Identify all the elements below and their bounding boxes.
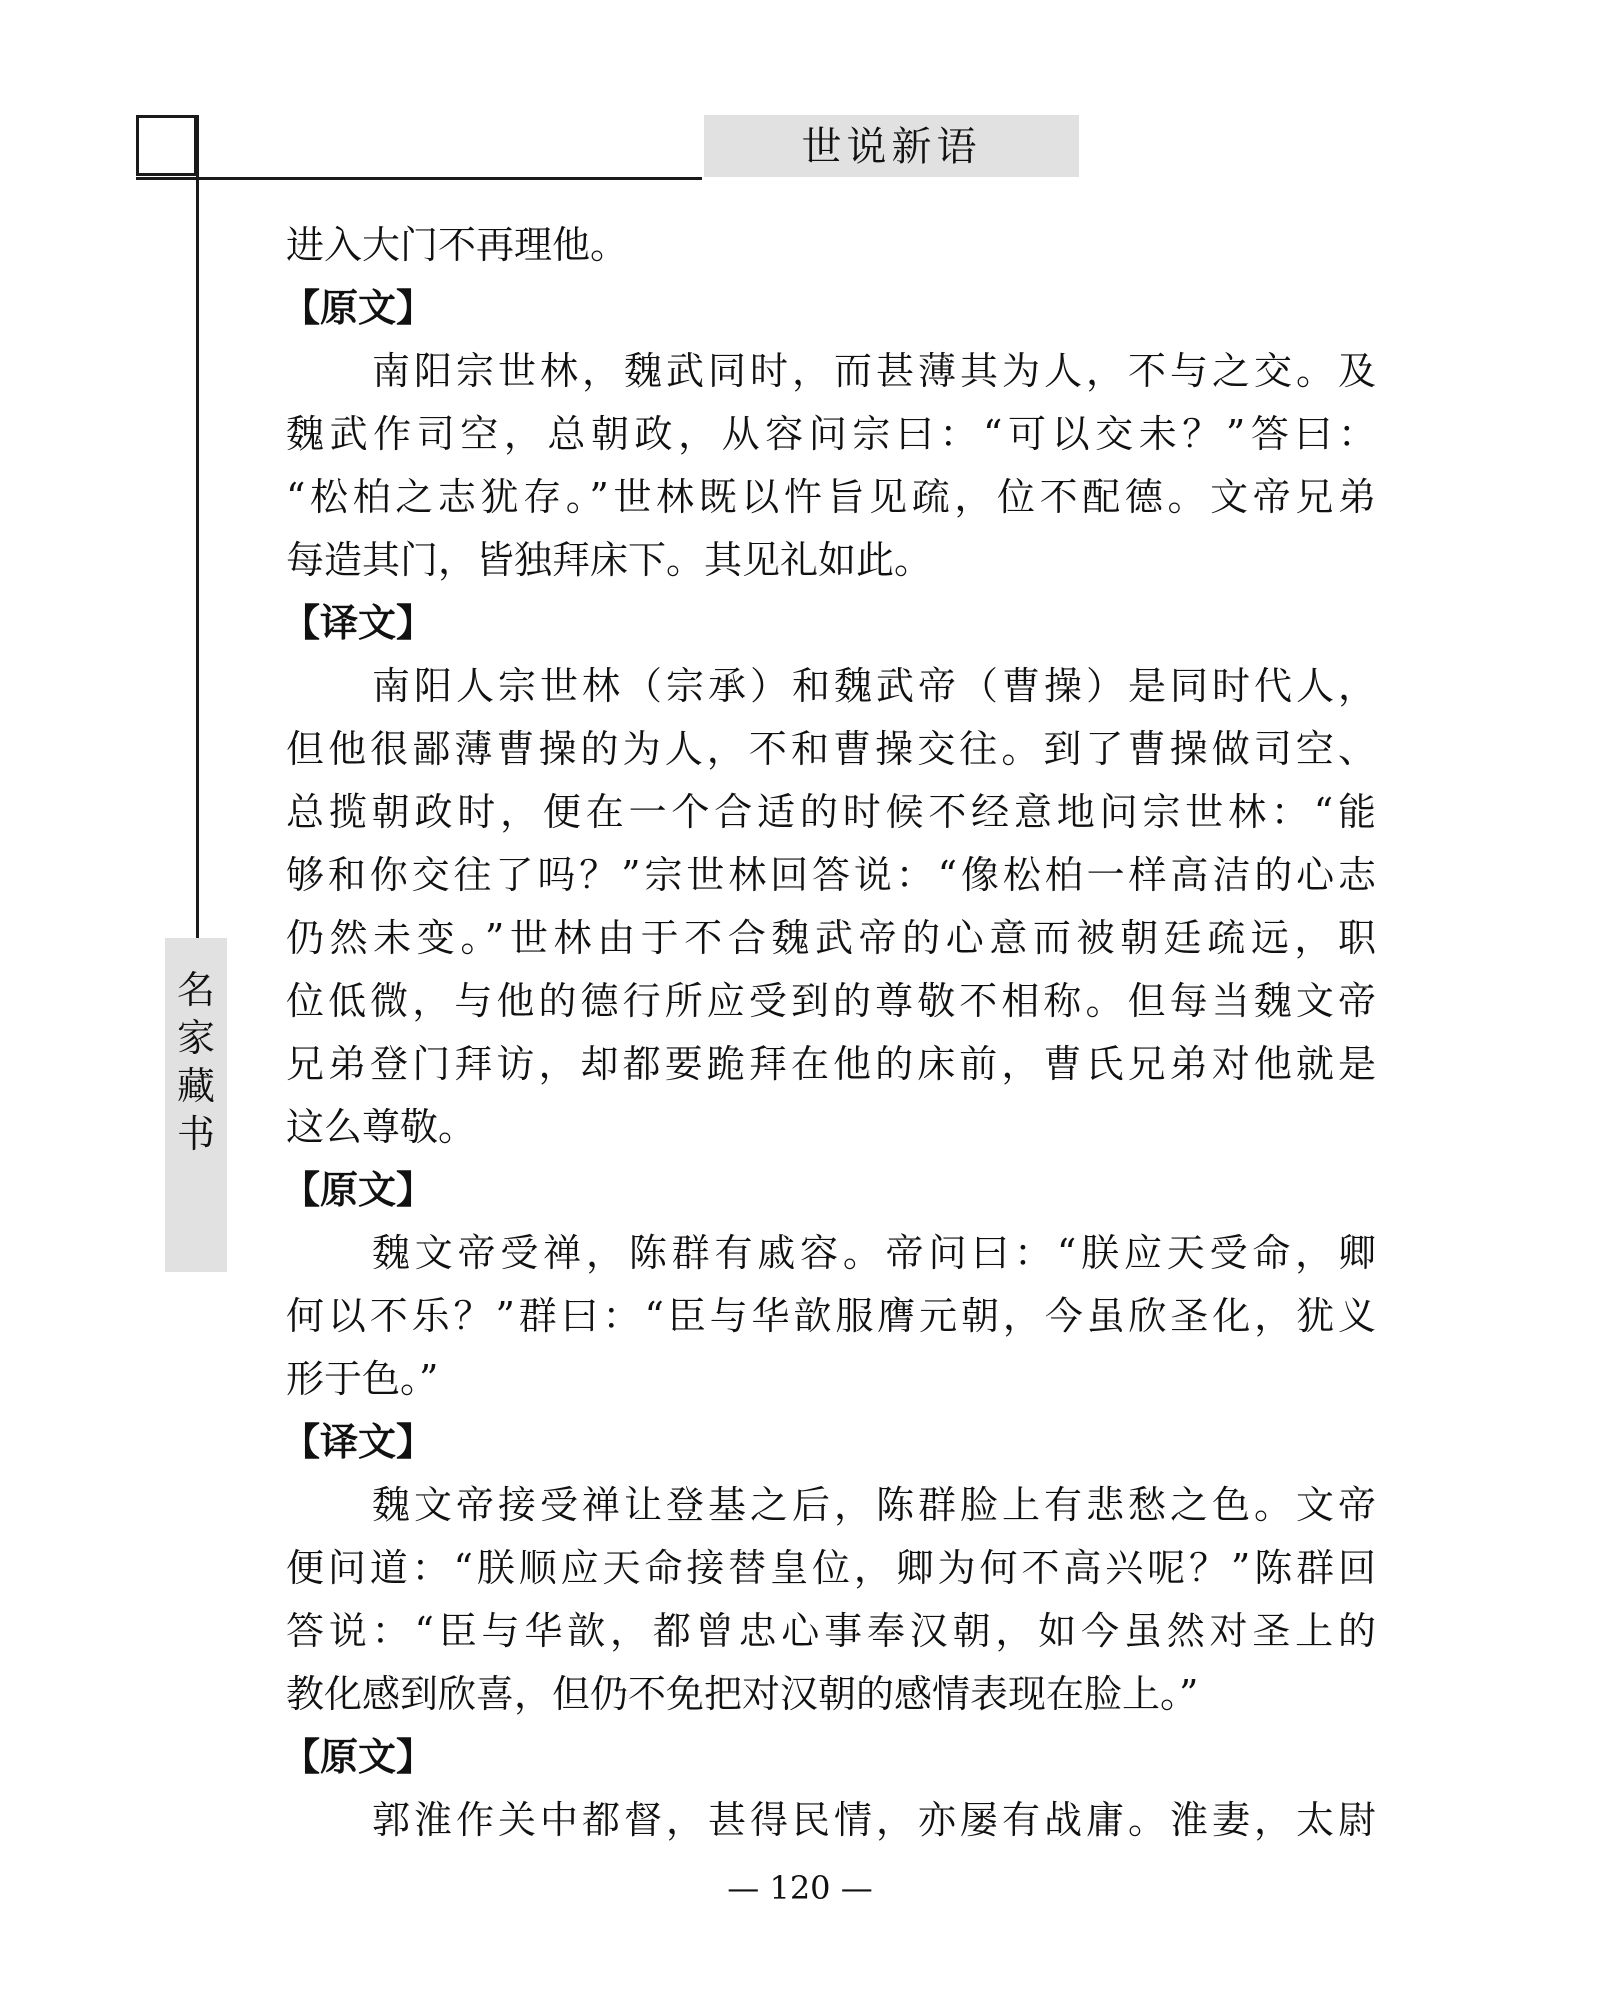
text-line: 位低微，与他的德行所应受到的尊敬不相称。但每当魏文帝: [286, 979, 1376, 1023]
text-line: 郭淮作关中都督，甚得民情，亦屡有战庸。淮妻，太尉: [372, 1798, 1376, 1842]
text-line: 兄弟登门拜访，却都要跪拜在他的床前，曹氏兄弟对他就是: [286, 1042, 1376, 1086]
page-number: — 120 —: [727, 1869, 873, 1907]
text-line: 便问道：“朕顺应天命接替皇位，卿为何不高兴呢？”陈群回: [286, 1546, 1376, 1590]
text-line: 但他很鄙薄曹操的为人，不和曹操交往。到了曹操做司空、: [286, 727, 1376, 771]
side-tab-char: 家: [176, 1016, 215, 1060]
side-tab-label: [165, 966, 227, 1158]
header-rule: [136, 177, 702, 180]
text-line: 这么尊敬。: [286, 1105, 477, 1149]
section-heading-original: 【原文】: [282, 1168, 435, 1212]
running-header-title: 世说新语: [801, 124, 982, 170]
text-line: 何以不乐？”群曰：“臣与华歆服膺元朝，今虽欣圣化，犹义: [286, 1294, 1376, 1338]
text-line: 魏文帝接受禅让登基之后，陈群脸上有悲愁之色。文帝: [372, 1483, 1376, 1527]
section-heading-translation: 【译文】: [282, 601, 435, 645]
section-heading-original: 【原文】: [282, 1735, 435, 1779]
text-line: 教化感到欣喜，但仍不免把对汉朝的感情表现在脸上。”: [286, 1672, 1199, 1716]
text-line: 每造其门，皆独拜床下。其见礼如此。: [286, 538, 933, 582]
section-heading-original: 【原文】: [282, 286, 435, 330]
text-line: 魏武作司空，总朝政，从容问宗曰：“可以交未？”答曰：: [286, 412, 1376, 456]
section-heading-translation: 【译文】: [282, 1420, 435, 1464]
text-line: 进入大门不再理他。: [286, 223, 629, 267]
margin-rule: [196, 115, 199, 940]
side-tab-char: 名: [176, 968, 215, 1012]
text-line: 南阳人宗世林（宗承）和魏武帝（曹操）是同时代人，: [372, 664, 1376, 708]
text-line: “松柏之志犹存。”世林既以忤旨见疏，位不配德。文帝兄弟: [286, 475, 1376, 519]
text-line: 形于色。”: [286, 1357, 439, 1401]
text-line: 仍然未变。”世林由于不合魏武帝的心意而被朝廷疏远，职: [286, 916, 1376, 960]
corner-box-decoration: [136, 115, 197, 176]
text-line: 魏文帝受禅，陈群有戚容。帝问曰：“朕应天受命，卿: [372, 1231, 1376, 1275]
side-tab-char: 书: [176, 1112, 215, 1156]
side-tab-char: 藏: [176, 1064, 215, 1108]
text-line: 总揽朝政时，便在一个合适的时候不经意地问宗世林：“能: [286, 790, 1376, 834]
text-line: 南阳宗世林，魏武同时，而甚薄其为人，不与之交。及: [372, 349, 1376, 393]
text-line: 答说：“臣与华歆，都曾忠心事奉汉朝，如今虽然对圣上的: [286, 1609, 1376, 1653]
text-line: 够和你交往了吗？”宗世林回答说：“像松柏一样高洁的心志: [286, 853, 1376, 897]
